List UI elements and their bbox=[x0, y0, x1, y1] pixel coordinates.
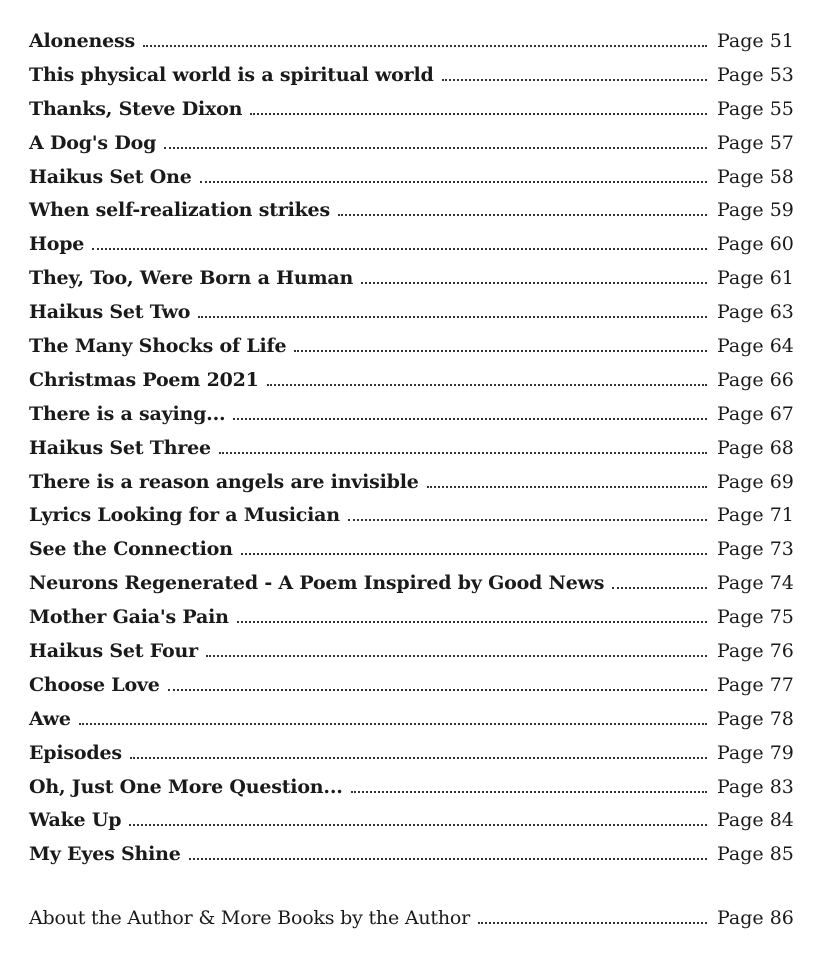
toc-entry-title: Haikus Set Three bbox=[29, 436, 211, 459]
dot-leader bbox=[189, 858, 707, 860]
toc-entry[interactable] bbox=[29, 635, 794, 669]
toc-entry-page: Page 60 bbox=[717, 233, 794, 256]
dot-leader bbox=[338, 214, 707, 216]
toc-entry-page: Page 59 bbox=[717, 199, 794, 222]
dot-leader bbox=[143, 45, 707, 47]
toc-entry-title: Haikus Set Two bbox=[29, 301, 191, 324]
toc-entry-title: Aloneness bbox=[29, 30, 136, 52]
toc-entry[interactable] bbox=[29, 93, 794, 127]
dot-leader bbox=[361, 282, 707, 284]
toc-entry[interactable] bbox=[29, 771, 794, 805]
toc-entry-page: Page 63 bbox=[717, 301, 794, 324]
toc-entry-title: There is a saying... bbox=[29, 402, 226, 425]
toc-entry-title: They, Too, Were Born a Human bbox=[29, 267, 354, 290]
toc-entry[interactable] bbox=[29, 737, 794, 771]
toc-entry[interactable] bbox=[29, 838, 794, 872]
toc-entry-page: Page 79 bbox=[717, 741, 794, 764]
toc-entry-page: Page 75 bbox=[717, 606, 794, 629]
dot-leader bbox=[241, 553, 707, 555]
toc-entry[interactable] bbox=[29, 432, 794, 466]
toc-entry-page: Page 68 bbox=[717, 436, 794, 459]
dot-leader bbox=[164, 147, 707, 149]
toc-entry[interactable] bbox=[29, 567, 794, 601]
toc-entry-title: Haikus Set Four bbox=[29, 640, 198, 663]
toc-entry[interactable] bbox=[29, 262, 794, 296]
toc-entry-title: Thanks, Steve Dixon bbox=[29, 97, 243, 120]
about-section bbox=[29, 902, 794, 936]
toc-entry-title: Wake Up bbox=[29, 809, 122, 832]
dot-leader bbox=[348, 519, 707, 521]
dot-leader bbox=[427, 486, 707, 488]
dot-leader bbox=[612, 587, 707, 589]
toc-entry-page: Page 69 bbox=[717, 470, 794, 493]
dot-leader bbox=[198, 316, 707, 318]
toc-entry[interactable] bbox=[29, 499, 794, 533]
toc-entry[interactable] bbox=[29, 669, 794, 703]
toc-entry[interactable] bbox=[29, 25, 794, 59]
toc-entry-page: Page 55 bbox=[717, 97, 794, 120]
toc-entry[interactable] bbox=[29, 364, 794, 398]
toc-entry-title: Choose Love bbox=[29, 673, 160, 696]
toc-entry-page: Page 78 bbox=[717, 707, 794, 730]
toc-entry-title: Episodes bbox=[29, 741, 122, 764]
dot-leader bbox=[351, 791, 707, 793]
dot-leader bbox=[442, 79, 707, 81]
toc-entry[interactable] bbox=[29, 330, 794, 364]
toc-entry-page: Page 53 bbox=[717, 63, 794, 86]
toc-entry[interactable] bbox=[29, 466, 794, 500]
dot-leader bbox=[233, 418, 707, 420]
toc-entry-page: Page 71 bbox=[717, 504, 794, 527]
toc-entry-page: Page 84 bbox=[717, 809, 794, 832]
toc-entry-page: Page 66 bbox=[717, 368, 794, 391]
dot-leader bbox=[219, 452, 707, 454]
toc-entry-title: A Dog's Dog bbox=[29, 131, 157, 154]
toc-entry-title: When self-realization strikes bbox=[29, 199, 330, 222]
toc-entry-title: See the Connection bbox=[29, 538, 233, 561]
toc-entry-title: The Many Shocks of Life bbox=[29, 335, 287, 358]
dot-leader bbox=[168, 689, 707, 691]
toc-entry[interactable] bbox=[29, 194, 794, 228]
toc-entry-page: Page 86 bbox=[717, 907, 794, 929]
toc-entry-title: Oh, Just One More Question... bbox=[29, 775, 343, 798]
dot-leader bbox=[129, 824, 707, 826]
toc-entry-page: Page 57 bbox=[717, 131, 794, 154]
toc-entry[interactable] bbox=[29, 296, 794, 330]
dot-leader bbox=[92, 248, 707, 250]
toc-entry-title: Awe bbox=[29, 707, 71, 730]
toc-entry[interactable] bbox=[29, 127, 794, 161]
toc-entry-page: Page 85 bbox=[717, 843, 794, 866]
toc-entry-title: Lyrics Looking for a Musician bbox=[29, 504, 340, 527]
toc-entry[interactable] bbox=[29, 59, 794, 93]
toc-entry[interactable] bbox=[29, 228, 794, 262]
dot-leader bbox=[250, 113, 707, 115]
dot-leader bbox=[130, 757, 707, 759]
dot-leader bbox=[200, 181, 707, 183]
table-of-contents bbox=[29, 25, 794, 872]
toc-entry-title: Christmas Poem 2021 bbox=[29, 368, 259, 391]
toc-entry-title: About the Author & More Books by the Author bbox=[29, 907, 470, 929]
toc-entry[interactable] bbox=[29, 703, 794, 737]
toc-entry-page: Page 76 bbox=[717, 640, 794, 663]
toc-entry[interactable] bbox=[29, 601, 794, 635]
toc-entry-page: Page 77 bbox=[717, 673, 794, 696]
toc-entry[interactable] bbox=[29, 533, 794, 567]
toc-entry-title: Mother Gaia's Pain bbox=[29, 606, 229, 629]
toc-entry-page: Page 83 bbox=[717, 775, 794, 798]
toc-entry[interactable] bbox=[29, 398, 794, 432]
dot-leader bbox=[206, 655, 707, 657]
dot-leader bbox=[294, 350, 707, 352]
toc-entry-page: Page 74 bbox=[717, 572, 794, 595]
toc-entry-title: This physical world is a spiritual world bbox=[29, 63, 434, 86]
toc-entry-title: There is a reason angels are invisible bbox=[29, 470, 419, 493]
dot-leader bbox=[237, 621, 707, 623]
toc-entry-title: Haikus Set One bbox=[29, 165, 192, 188]
toc-entry-page: Page 64 bbox=[717, 335, 794, 358]
toc-entry-page: Page 51 bbox=[717, 30, 794, 52]
toc-entry[interactable] bbox=[29, 161, 794, 195]
toc-entry-page: Page 61 bbox=[717, 267, 794, 290]
toc-entry-page: Page 58 bbox=[717, 165, 794, 188]
toc-entry-title: Hope bbox=[29, 233, 85, 256]
toc-entry-page: Page 67 bbox=[717, 402, 794, 425]
toc-entry-title: Neurons Regenerated - A Poem Inspired by Good News bbox=[29, 572, 605, 595]
toc-entry-title: My Eyes Shine bbox=[29, 843, 181, 866]
dot-leader bbox=[478, 922, 707, 924]
dot-leader bbox=[267, 384, 707, 386]
toc-entry-page: Page 73 bbox=[717, 538, 794, 561]
toc-entry[interactable] bbox=[29, 804, 794, 838]
toc-entry-about[interactable] bbox=[29, 902, 794, 936]
dot-leader bbox=[79, 723, 707, 725]
